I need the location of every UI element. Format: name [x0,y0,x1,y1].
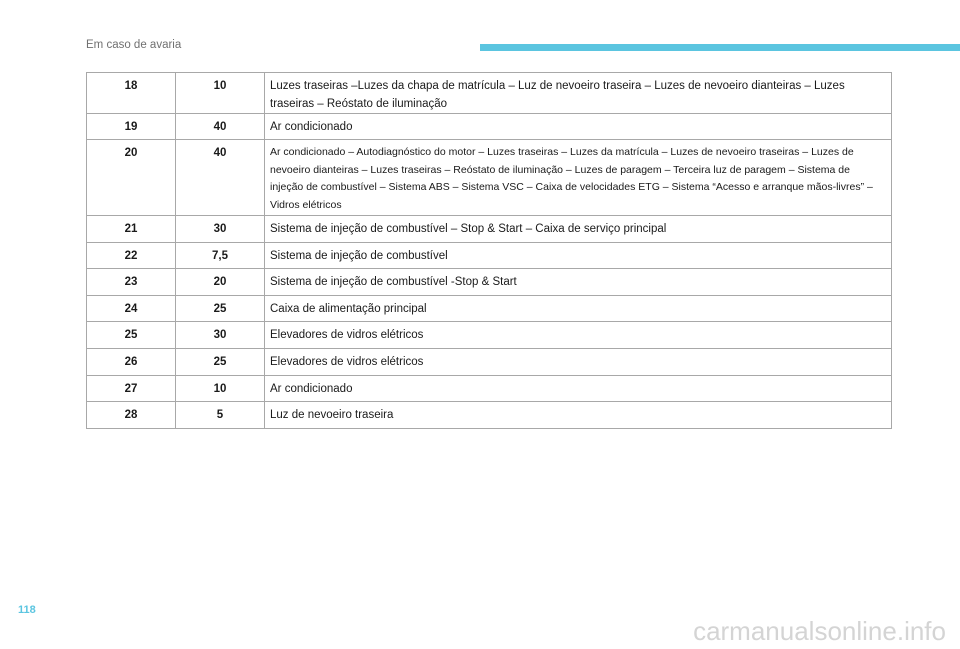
fuse-table [86,72,892,429]
fuse-number: 20 [124,147,138,159]
fuse-number: 23 [124,276,138,288]
fuse-functions: Sistema de injeção de combustível – Stop & Start – Caixa de serviço principal [270,223,667,235]
fuse-functions: Luzes traseiras –Luzes da chapa de matrícula – Luz de nevoeiro traseira – Luzes de nevoeiro dianteiras – Luzes traseiras – Reóstato de iluminação [270,80,845,110]
fuse-number-cell [87,216,176,243]
fuse-number: 21 [124,223,138,235]
functions-cell [265,402,892,429]
fuse-amperage: 30 [213,223,227,235]
fuse-number: 25 [124,329,138,341]
amperage-cell [176,376,265,402]
functions-cell [265,269,892,296]
functions-cell [265,322,892,349]
fuse-number-cell [87,114,176,140]
amperage-cell [176,73,265,114]
header-accent-bar [480,44,960,51]
functions-cell [265,376,892,402]
amperage-cell [176,402,265,429]
fuse-amperage: 20 [213,276,227,288]
amperage-cell [176,322,265,349]
fuse-number-cell [87,269,176,296]
fuse-number-cell [87,140,176,216]
fuse-number: 26 [124,356,138,368]
amperage-cell [176,114,265,140]
fuse-functions: Caixa de alimentação principal [270,303,427,315]
fuse-amperage: 25 [213,356,227,368]
watermark-logo: carmanualsonline.info [693,616,946,646]
page-number: 118 [18,604,36,616]
fuse-amperage: 40 [213,147,227,159]
functions-cell [265,216,892,243]
functions-cell [265,114,892,140]
fuse-amperage: 7,5 [212,250,228,262]
fuse-functions: Elevadores de vidros elétricos [270,329,424,341]
table-row [87,402,892,429]
amperage-cell [176,269,265,296]
functions-cell [265,140,892,216]
fuse-number-cell [87,322,176,349]
fuse-number-cell [87,73,176,114]
fuse-number: 24 [124,303,138,315]
functions-cell [265,73,892,114]
functions-cell [265,296,892,322]
fuse-number: 18 [124,80,138,92]
fuse-number-cell [87,349,176,376]
fuse-functions: Ar condicionado [270,383,353,395]
table-row [87,140,892,216]
amperage-cell [176,296,265,322]
table-row [87,376,892,402]
table-row [87,349,892,376]
section-title: Em caso de avaria [86,39,182,51]
table-row [87,243,892,269]
fuse-number-cell [87,402,176,429]
fuse-amperage: 5 [216,409,224,421]
fuse-functions: Ar condicionado [270,121,353,133]
fuse-functions: Sistema de injeção de combustível -Stop & Start [270,276,517,288]
fuse-amperage: 10 [213,80,227,92]
table-row [87,322,892,349]
functions-cell [265,243,892,269]
table-row [87,296,892,322]
fuse-amperage: 30 [213,329,227,341]
fuse-number: 19 [124,121,138,133]
amperage-cell [176,243,265,269]
fuse-functions: Ar condicionado – Autodiagnóstico do motor – Luzes traseiras – Luzes da matrícula – Luzes de nevoeiro traseiras – Luzes de nevoeiro dianteiras – Luzes traseiras – Reóstato de iluminação – Luzes de paragem – Terceira luz de paragem – Sistema de injeção de combustível – Sistema ABS – Sistema VSC – Caixa de velocidades ETG – Sistema “Acesso e arranque mãos-livres” – Vidros elétricos [270,146,873,211]
fuse-number: 28 [124,409,138,421]
table-row [87,269,892,296]
fuse-number-cell [87,376,176,402]
table-row [87,114,892,140]
fuse-amperage: 10 [213,383,227,395]
amperage-cell [176,349,265,376]
table-row [87,73,892,114]
fuse-functions: Sistema de injeção de combustível [270,250,448,262]
fuse-number-cell [87,296,176,322]
functions-cell [265,349,892,376]
fuse-amperage: 40 [213,121,227,133]
fuse-functions: Luz de nevoeiro traseira [270,409,394,421]
amperage-cell [176,140,265,216]
fuse-amperage: 25 [213,303,227,315]
fuse-functions: Elevadores de vidros elétricos [270,356,424,368]
fuse-number-cell [87,243,176,269]
fuse-number: 27 [124,383,138,395]
amperage-cell [176,216,265,243]
table-row [87,216,892,243]
fuse-number: 22 [124,250,138,262]
